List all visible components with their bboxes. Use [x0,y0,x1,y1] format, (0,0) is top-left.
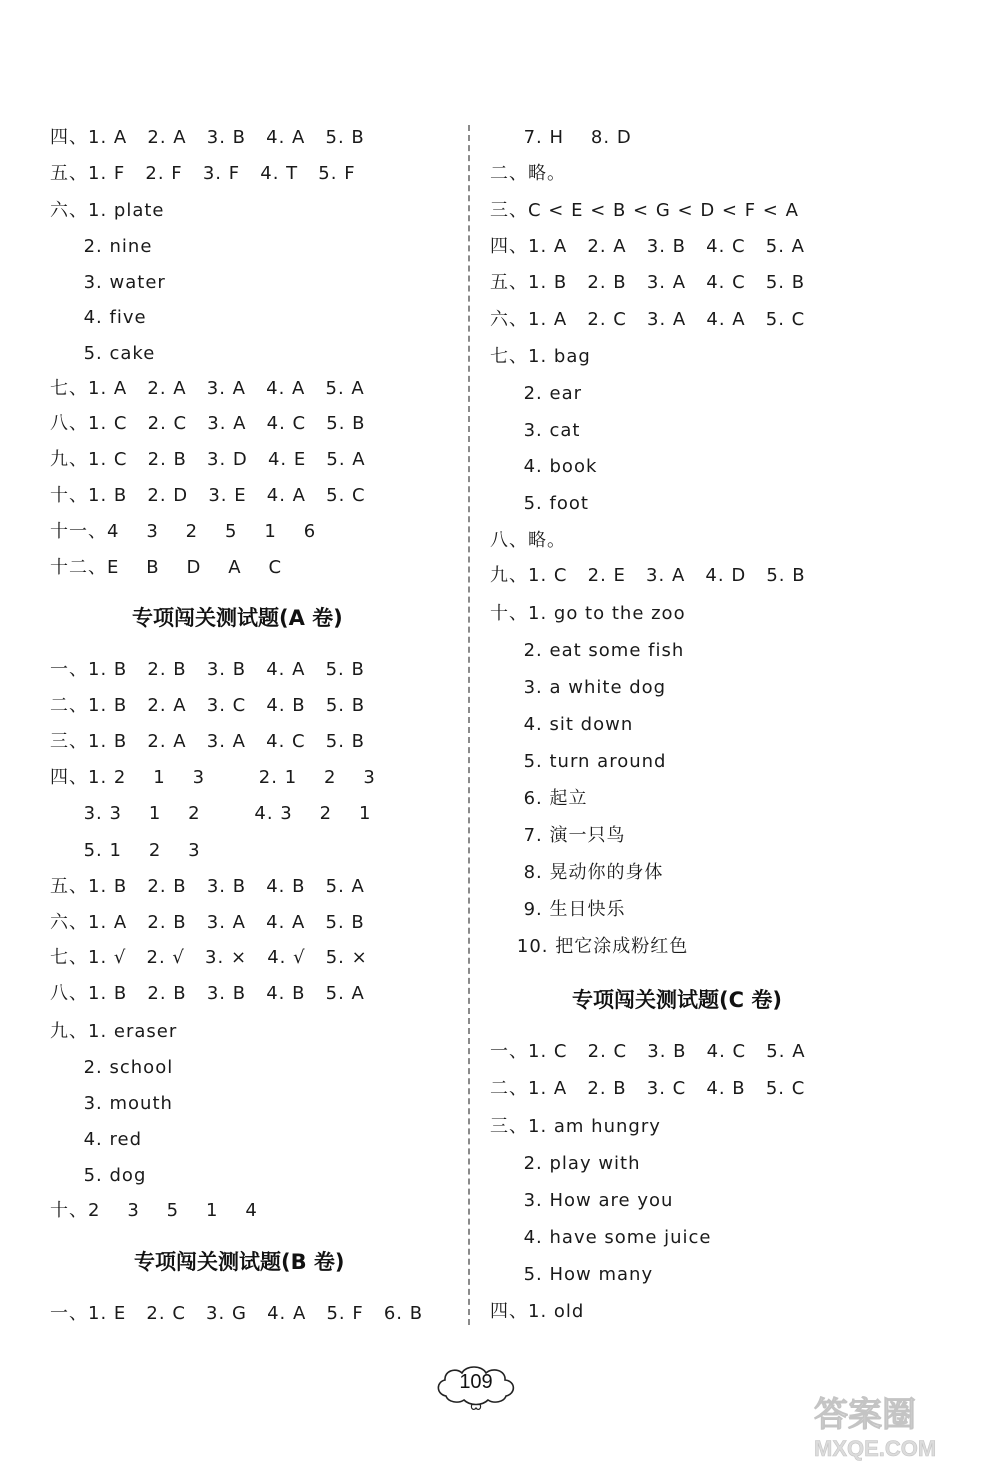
answer-line: 四、1. 2 1 3 2. 1 2 3 [50,767,376,788]
answer-line: 3. How are you [490,1190,674,1211]
answer-line: 3. water [50,272,166,293]
answer-line: 3. mouth [50,1093,173,1114]
answer-line: 5. turn around [490,751,667,772]
answer-line: 8. 晃动你的身体 [490,862,664,883]
answer-line: 六、1. A 2. B 3. A 4. A 5. B [50,912,365,933]
answer-line: 2. ear [490,383,583,404]
answer-line: 4. red [50,1129,143,1150]
answer-line: 七、1. bag [490,346,591,367]
answer-line: 一、1. E 2. C 3. G 4. A 5. F 6. B [50,1303,424,1324]
answer-line: 三、1. B 2. A 3. A 4. C 5. B [50,731,366,752]
page-number-text: 109 [459,1371,493,1393]
answer-line: 5. 1 2 3 [50,840,201,861]
answer-line: 2. play with [490,1153,641,1174]
answer-line: 2. nine [50,236,153,257]
answer-line: 四、1. A 2. A 3. B 4. C 5. A [490,236,805,257]
answer-line: 五、1. B 2. B 3. B 4. B 5. A [50,876,365,897]
answer-line: 9. 生日快乐 [490,899,626,920]
answer-line: 一、1. B 2. B 3. B 4. A 5. B [50,659,365,680]
watermark-logo-text: 答案圈 [814,1395,916,1435]
answer-line: 四、1. old [490,1301,585,1322]
section-heading-c: 专项闯关测试题(C 卷) [572,988,782,1012]
answer-line: 五、1. B 2. B 3. A 4. C 5. B [490,272,806,293]
section-heading-a: 专项闯关测试题(A 卷) [132,606,343,630]
answer-line: 3. cat [490,420,581,441]
answer-line: 五、1. F 2. F 3. F 4. T 5. F [50,163,356,184]
answer-line: 二、1. B 2. A 3. C 4. B 5. B [50,695,366,716]
column-divider [468,125,470,1325]
answer-line: 六、1. A 2. C 3. A 4. A 5. C [490,309,806,330]
page-number [432,1362,520,1414]
answer-line: 4. book [490,456,598,477]
answer-line: 八、1. C 2. C 3. A 4. C 5. B [50,413,366,434]
answer-line: 2. eat some fish [490,640,685,661]
answer-line: 10. 把它涂成粉红色 [490,936,689,957]
answer-line: 2. school [50,1057,174,1078]
answer-line: 7. H 8. D [490,127,632,148]
answer-line: 4. have some juice [490,1227,712,1248]
answer-line: 八、略。 [490,530,566,551]
section-heading-b: 专项闯关测试题(B 卷) [134,1250,345,1274]
answer-line: 九、1. C 2. E 3. A 4. D 5. B [490,565,806,586]
answer-line: 4. five [50,307,147,328]
answer-line: 5. How many [490,1264,654,1285]
answer-line: 十、1. B 2. D 3. E 4. A 5. C [50,485,366,506]
answer-line: 二、1. A 2. B 3. C 4. B 5. C [490,1078,806,1099]
answer-line: 十一、4 3 2 5 1 6 [50,521,317,542]
watermark [792,1388,992,1464]
answer-line: 3. 3 1 2 4. 3 2 1 [50,803,372,824]
watermark-url: MXQE.COM [814,1436,937,1461]
answer-line: 十二、E B D A C [50,557,283,578]
answer-line: 七、1. √ 2. √ 3. × 4. √ 5. × [50,947,368,968]
answer-line: 七、1. A 2. A 3. A 4. A 5. A [50,378,365,399]
answer-line: 三、1. am hungry [490,1116,661,1137]
watermark-logo [792,1388,992,1464]
answer-line: 一、1. C 2. C 3. B 4. C 5. A [490,1041,806,1062]
answer-line: 二、略。 [490,163,566,184]
answer-line: 3. a white dog [490,677,667,698]
answer-line: 5. cake [50,343,156,364]
answer-line: 四、1. A 2. A 3. B 4. A 5. B [50,127,365,148]
answer-line: 九、1. eraser [50,1021,178,1042]
answer-line: 6. 起立 [490,788,588,809]
answer-line: 7. 演一只鸟 [490,825,626,846]
answer-line: 5. dog [50,1165,147,1186]
answer-line: 九、1. C 2. B 3. D 4. E 5. A [50,449,366,470]
answer-line: 5. foot [490,493,589,514]
answer-line: 十、1. go to the zoo [490,603,686,624]
answer-line: 八、1. B 2. B 3. B 4. B 5. A [50,983,365,1004]
answer-line: 4. sit down [490,714,634,735]
answer-line: 三、C < E < B < G < D < F < A [490,200,799,221]
answer-line: 六、1. plate [50,200,165,221]
answer-line: 十、2 3 5 1 4 [50,1200,258,1221]
